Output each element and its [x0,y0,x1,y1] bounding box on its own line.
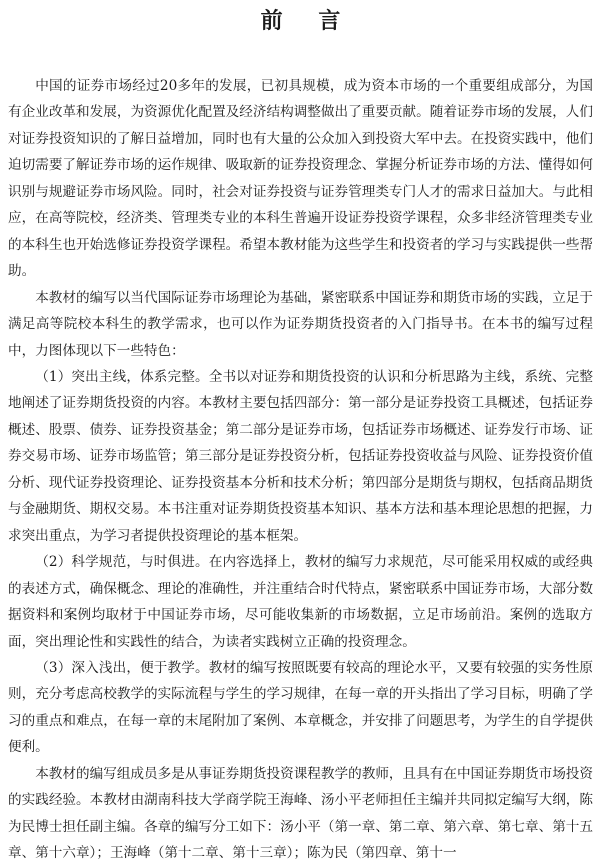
body-text [8,73,593,867]
paragraph-1: 中国的证券市场经过20多年的发展，已初具规模，成为资本市场的一个重要组成部分，为国有企业改革和发展，为资源优化配置及经济结构调整做出了重要贡献。随着证券市场的发展，人们对证券投资知识的了解日益增加，同时也有大量的公众加入到投资大军中去。在投资实践中，他们迫切需要了解证券市场的运作规律、吸取新的证券投资理念、掌握分析证券市场的方法、懂得如何识别与规避证券市场风险。同时，社会对证券投资与证券管理类专门人才的需求日益加大。与此相应，在高等院校，经济类、管理类专业的本科生普遍开设证券投资学课程，众多非经济管理类专业的本科生也开始选修证券投资学课程。希望本教材能为这些学生和投资者的学习与实践提供一些帮助。 [8,78,593,280]
paragraph-5: （3）深入浅出，便于教学。教材的编写按照既要有较高的理论水平，又要有较强的实务性原则，充分考虑高校教学的实际流程与学生的学习规律，在每一章的开头指出了学习目标，明确了学习的重点和难点，在每一章的末尾附加了案例、本章概念，并安排了问题思考，为学生的自学提供便利。 [8,659,593,756]
paragraph-4: （2）科学规范，与时俱进。在内容选择上，教材的编写力求规范，尽可能采用权威的或经典的表述方式，确保概念、理论的准确性，并注重结合时代特点，紧密联系中国证券市场，大部分数据资料和案例均取材于中国证券市场，尽可能收集新的市场数据，立足市场前沿。案例的选取方面，突出理论性和实践性的结合，为读者实践树立正确的投资理念。 [8,554,593,650]
paragraph-3: （1）突出主线，体系完整。全书以对证券和期货投资的认识和分析思路为主线，系统、完整地阐述了证券期货投资的内容。本教材主要包括四部分：第一部分是证券投资工具概述，包括证券概述、股票、债券、证券投资基金；第二部分是证券市场，包括证券市场概述、证券发行市场、证券交易市场、证券市场监管；第三部分是证券投资分析，包括证券投资收益与风险、证券投资价值分析、现代证券投资理论、证券投资基本分析和技术分析；第四部分是期货与期权，包括商品期货与金融期货、期权交易。本书注重对证券期货投资基本知识、基本方法和基本理论思想的把握，力求突出重点，为学习者提供投资理论的基本框架。 [8,368,593,544]
page-title: 前 言 [260,9,355,34]
paragraph-2: 本教材的编写以当代国际证券市场理论为基础，紧密联系中国证券和期货市场的实践，立足于满足高等院校本科生的教学需求，也可以作为证券期货投资者的入门指导书。在本书的编写过程中，力图体现以下一些特色： [8,289,593,359]
paragraph-6: 本教材的编写组成员多是从事证券期货投资课程教学的教师，且具有在中国证券期货市场投资的实践经验。本教材由湖南科技大学商学院王海峰、汤小平老师担任主编并共同拟定编写大纲，陈为民博士担任副主编。各章的编写分工如下：汤小平（第一章、第二章、第六章、第七章、第十五章、第十六章）；王海峰（第十二章、第十三章）；陈为民（第四章、第十一 [8,765,593,862]
